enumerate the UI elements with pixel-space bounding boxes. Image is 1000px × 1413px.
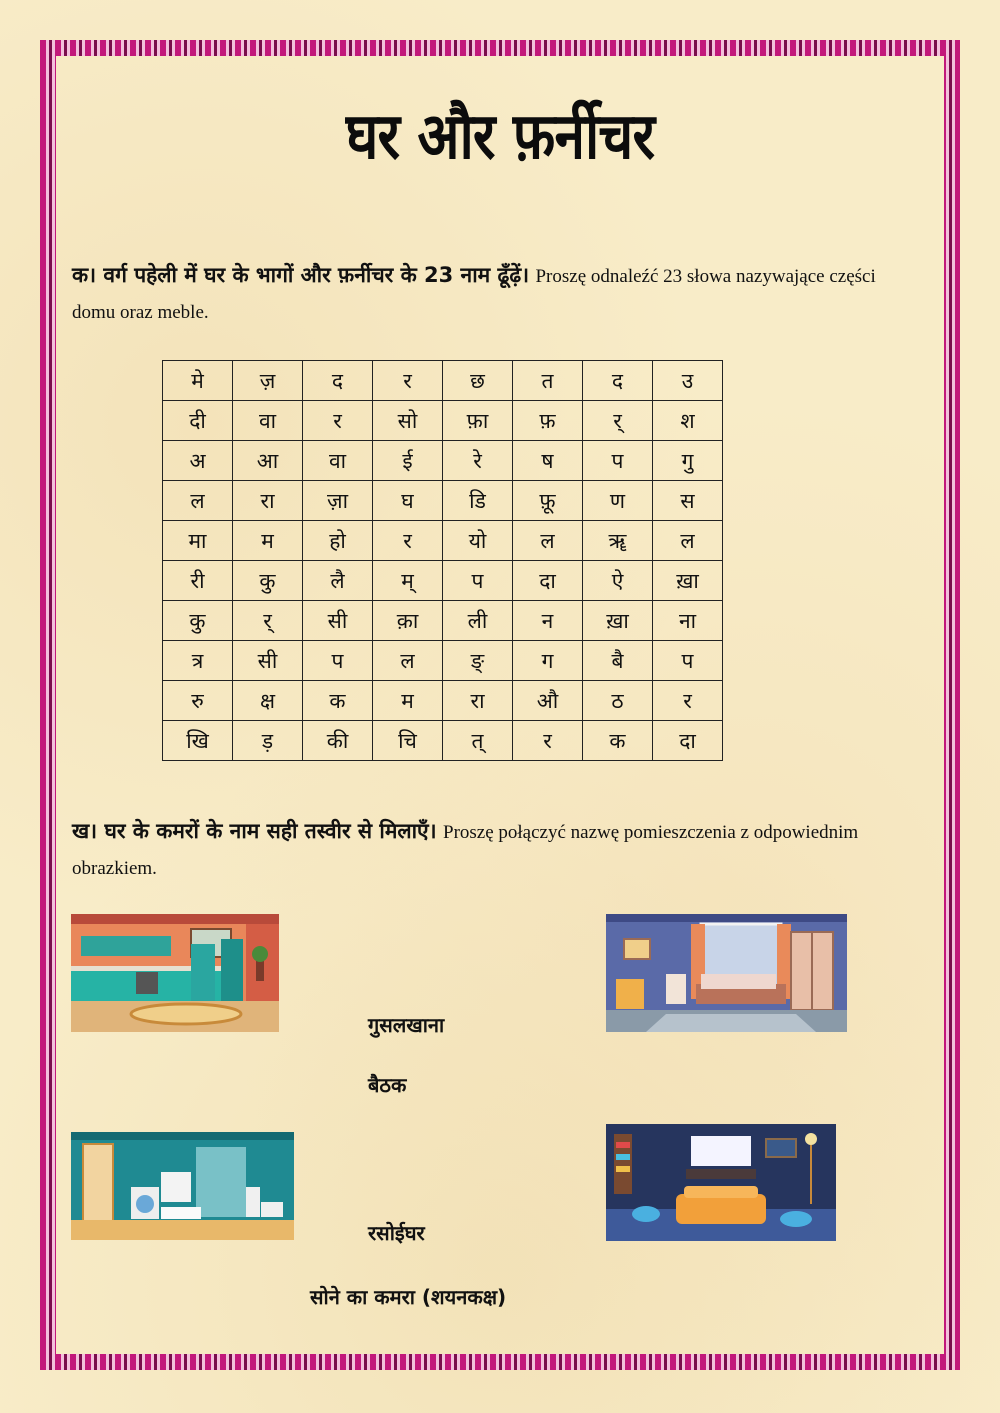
grid-cell[interactable]: उ: [653, 361, 723, 401]
grid-cell[interactable]: ग: [513, 641, 583, 681]
grid-cell[interactable]: क: [303, 681, 373, 721]
grid-cell[interactable]: क़ा: [373, 601, 443, 641]
word-search-grid: [162, 360, 723, 761]
grid-cell[interactable]: फ़ा: [443, 401, 513, 441]
grid-cell[interactable]: ल: [653, 521, 723, 561]
grid-cell[interactable]: क: [583, 721, 653, 761]
grid-cell[interactable]: आ: [233, 441, 303, 481]
grid-cell[interactable]: म्: [373, 561, 443, 601]
grid-cell[interactable]: ल: [373, 641, 443, 681]
grid-row: [163, 721, 723, 761]
grid-cell[interactable]: की: [303, 721, 373, 761]
grid-cell[interactable]: ख़ा: [653, 561, 723, 601]
grid-cell[interactable]: यो: [443, 521, 513, 561]
grid-cell[interactable]: रु: [163, 681, 233, 721]
grid-cell[interactable]: दा: [653, 721, 723, 761]
grid-cell[interactable]: सी: [233, 641, 303, 681]
grid-cell[interactable]: र्: [583, 401, 653, 441]
grid-cell[interactable]: ण: [583, 481, 653, 521]
grid-cell[interactable]: र: [303, 401, 373, 441]
grid-row: [163, 521, 723, 561]
grid-cell[interactable]: त: [513, 361, 583, 401]
grid-cell[interactable]: र: [653, 681, 723, 721]
grid-cell[interactable]: वा: [303, 441, 373, 481]
word-kitchen[interactable]: रसोईघर: [368, 1221, 425, 1245]
grid-row: [163, 681, 723, 721]
grid-cell[interactable]: फ़: [513, 401, 583, 441]
grid-cell[interactable]: रा: [443, 681, 513, 721]
grid-cell[interactable]: गु: [653, 441, 723, 481]
grid-cell[interactable]: ङ्: [443, 641, 513, 681]
grid-cell[interactable]: ड़: [233, 721, 303, 761]
kitchen-picture[interactable]: [71, 914, 279, 1032]
bedroom-picture[interactable]: [606, 914, 847, 1032]
instruction-b: [72, 814, 892, 886]
grid-cell[interactable]: ठ: [583, 681, 653, 721]
grid-cell[interactable]: र: [513, 721, 583, 761]
grid-cell[interactable]: छ: [443, 361, 513, 401]
grid-cell[interactable]: प: [303, 641, 373, 681]
grid-cell[interactable]: द: [583, 361, 653, 401]
page-title: घर और फ़र्नीचर: [345, 100, 655, 174]
grid-cell[interactable]: फ़ू: [513, 481, 583, 521]
grid-cell[interactable]: ख़ा: [583, 601, 653, 641]
grid-cell[interactable]: ना: [653, 601, 723, 641]
grid-cell[interactable]: कु: [163, 601, 233, 641]
grid-cell[interactable]: दा: [513, 561, 583, 601]
instruction-a-polish: Proszę odnaleźć 23 słowa nazywające części domu oraz meble.: [72, 266, 876, 323]
grid-cell[interactable]: ल: [163, 481, 233, 521]
grid-cell[interactable]: वा: [233, 401, 303, 441]
grid-cell[interactable]: त्: [443, 721, 513, 761]
grid-cell[interactable]: म: [373, 681, 443, 721]
bathroom-picture[interactable]: [71, 1132, 294, 1240]
instruction-b-hindi: ख। घर के कमरों के नाम सही तस्वीर से मिलाएँ।: [72, 819, 437, 843]
grid-cell[interactable]: सो: [373, 401, 443, 441]
grid-row: [163, 481, 723, 521]
grid-cell[interactable]: म: [233, 521, 303, 561]
living-room-picture[interactable]: [606, 1124, 836, 1241]
grid-cell[interactable]: लै: [303, 561, 373, 601]
grid-row: [163, 601, 723, 641]
instruction-a: [72, 258, 892, 330]
grid-cell[interactable]: ॠ: [583, 521, 653, 561]
instruction-a-hindi: क। वर्ग पहेली में घर के भागों और फ़र्नीचर के 23 नाम ढूँढ़ें।: [72, 263, 530, 287]
grid-cell[interactable]: कु: [233, 561, 303, 601]
grid-cell[interactable]: डि: [443, 481, 513, 521]
grid-cell[interactable]: ष: [513, 441, 583, 481]
grid-cell[interactable]: प: [653, 641, 723, 681]
word-bathroom[interactable]: गुसलखाना: [368, 1013, 445, 1037]
grid-cell[interactable]: ज़: [233, 361, 303, 401]
grid-cell[interactable]: त्र: [163, 641, 233, 681]
grid-cell[interactable]: र्: [233, 601, 303, 641]
grid-cell[interactable]: हो: [303, 521, 373, 561]
grid-cell[interactable]: बै: [583, 641, 653, 681]
grid-row: [163, 561, 723, 601]
grid-cell[interactable]: स: [653, 481, 723, 521]
grid-cell[interactable]: क्ष: [233, 681, 303, 721]
grid-cell[interactable]: ल: [513, 521, 583, 561]
grid-cell[interactable]: अ: [163, 441, 233, 481]
grid-cell[interactable]: सी: [303, 601, 373, 641]
grid-cell[interactable]: रा: [233, 481, 303, 521]
grid-cell[interactable]: खि: [163, 721, 233, 761]
grid-cell[interactable]: मा: [163, 521, 233, 561]
grid-cell[interactable]: द: [303, 361, 373, 401]
grid-cell[interactable]: रे: [443, 441, 513, 481]
grid-cell[interactable]: प: [443, 561, 513, 601]
grid-row: [163, 361, 723, 401]
grid-cell[interactable]: प: [583, 441, 653, 481]
grid-cell[interactable]: र: [373, 361, 443, 401]
grid-cell[interactable]: मे: [163, 361, 233, 401]
word-bedroom[interactable]: सोने का कमरा (शयनकक्ष): [310, 1285, 507, 1309]
grid-row: [163, 641, 723, 681]
word-living-room[interactable]: बैठक: [368, 1073, 407, 1097]
grid-cell[interactable]: न: [513, 601, 583, 641]
grid-cell[interactable]: री: [163, 561, 233, 601]
grid-cell[interactable]: श: [653, 401, 723, 441]
grid-cell[interactable]: ऐ: [583, 561, 653, 601]
grid-row: [163, 401, 723, 441]
grid-cell[interactable]: चि: [373, 721, 443, 761]
instruction-b-polish: Proszę połączyć nazwę pomieszczenia z odpowiednim obrazkiem.: [72, 822, 859, 879]
grid-cell[interactable]: ज़ा: [303, 481, 373, 521]
grid-cell[interactable]: औ: [513, 681, 583, 721]
grid-cell[interactable]: ली: [443, 601, 513, 641]
grid-cell[interactable]: ई: [373, 441, 443, 481]
grid-cell[interactable]: घ: [373, 481, 443, 521]
grid-cell[interactable]: दी: [163, 401, 233, 441]
grid-cell[interactable]: र: [373, 521, 443, 561]
grid-row: [163, 441, 723, 481]
